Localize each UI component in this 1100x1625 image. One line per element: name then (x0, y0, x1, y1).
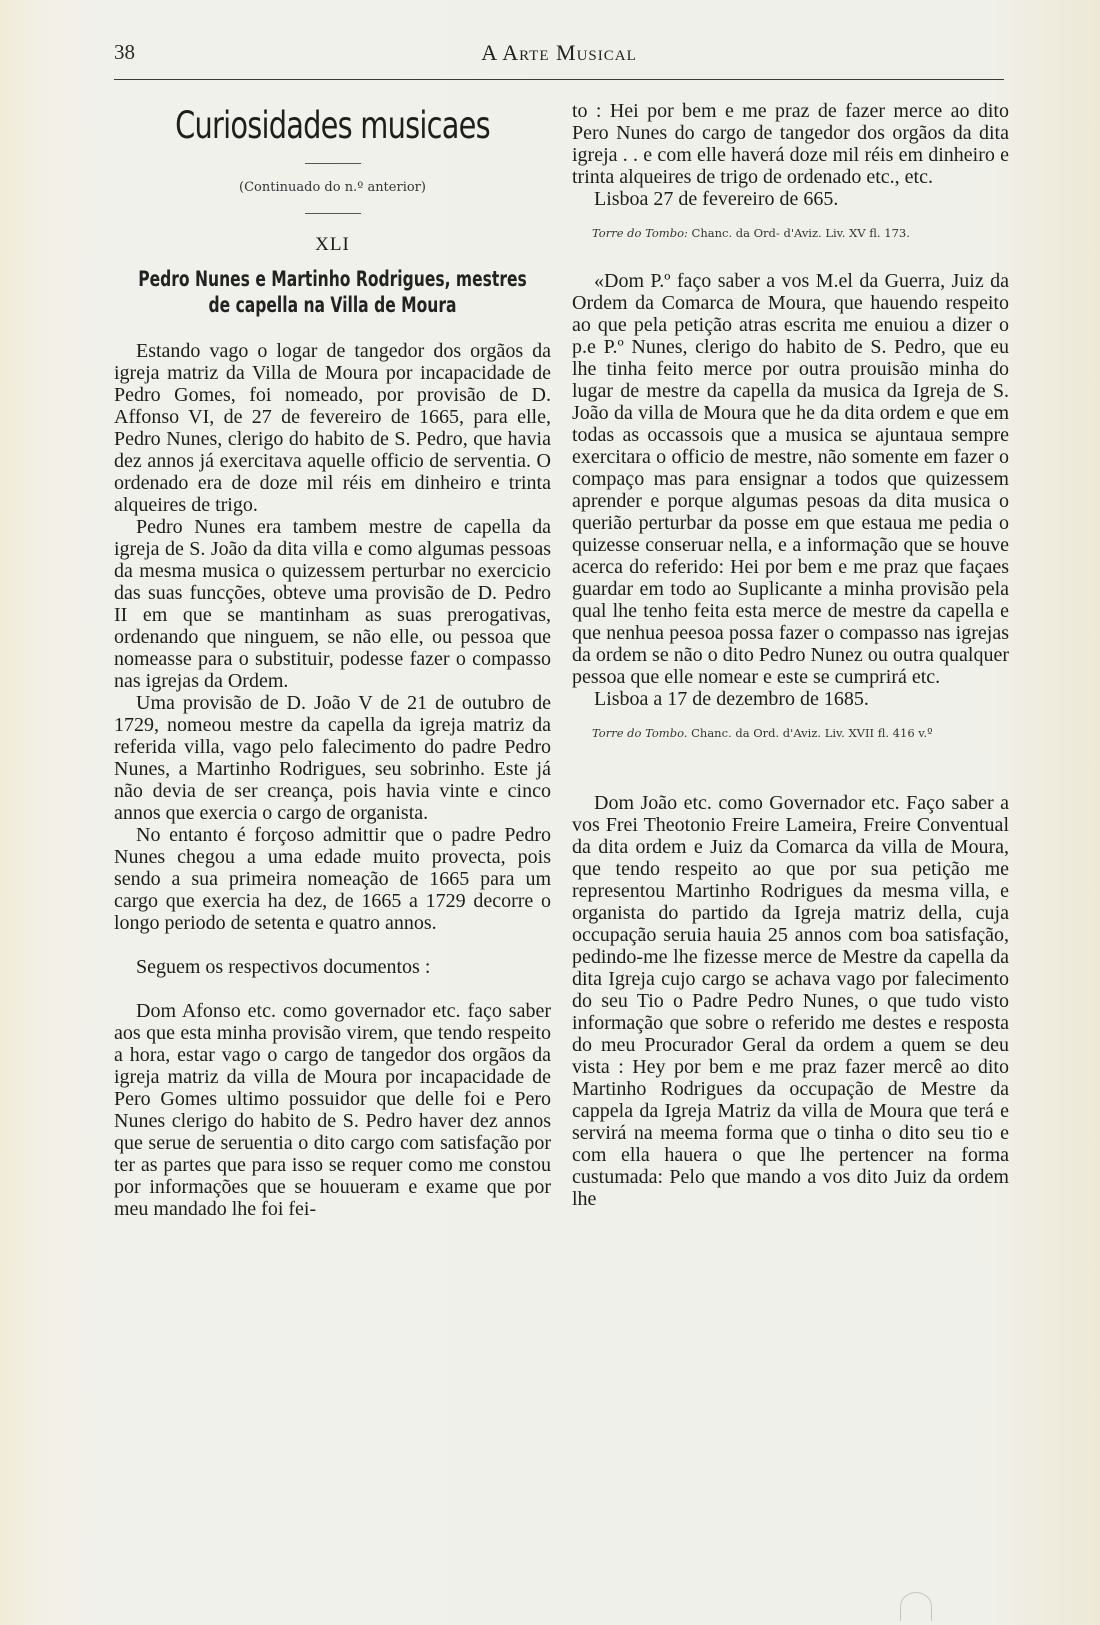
document-1-text-continued: to : Hei por bem e me praz de fazer merce ao dito Pero Nunes do cargo de tangedor dos orgãos da dita igreja . . e com elle haverá doze mil réis em dinheiro e trinta alqueires de trigo de ordenado etc., etc. (572, 100, 1009, 188)
article-title: Curiosidades musicaes (175, 104, 490, 147)
document-1-text: Dom Afonso etc. como governador etc. faço saber aos que esta minha provisão virem, que tendo respeito a hora, estar vago o cargo de tangedor dos orgãos da igreja matriz da villa de Moura por incapacidade de Pero Gomes ultimo possuidor que delle foi e Pero Nunes clerigo do habito de S. Pedro haver dez annos que serue de seruentia o dito cargo com satisfação por ter as partes que para isso se requer como me constou por informações que se houueram e exame que por meu mandado lhe foi fei- (114, 1000, 551, 1220)
divider (305, 163, 361, 164)
right-column (572, 100, 1009, 1210)
page-header (114, 40, 1004, 80)
document-2-source (572, 724, 1009, 742)
document-2-date: Lisboa a 17 de dezembro de 1685. (594, 688, 869, 710)
paper-mark (900, 1592, 932, 1621)
continued-note: (Continuado do n.º anterior) (239, 180, 426, 195)
documents-intro: Seguem os respectivos documentos : (136, 956, 431, 978)
archive-label: Torre do Tombo: (592, 226, 688, 240)
section-number: XLI (315, 234, 350, 255)
paragraph: Estando vago o logar de tangedor dos orgãos da igreja matriz da Villa de Moura por incapacidade de Pedro Gomes, foi nomeado, por provisão de D. Affonso VI, de 27 de fevereiro de 1665, para elle, Pedro Nunes, clerigo do habito de S. Pedro, que havia dez annos já exercitava aquelle officio de serventia. O ordenado era de doze mil réis em dinheiro e trinta alqueires de trigo. (114, 340, 551, 516)
archive-label: Torre do Tombo. (592, 726, 688, 740)
page-number: 38 (114, 40, 135, 64)
document-1-source (572, 224, 1009, 242)
paragraph: Pedro Nunes era tambem mestre de capella da igreja de S. João da dita villa e como algumas pessoas da mesma musica o quizessem perturbar no exercicio das suas funcções, obteve uma provisão de D. Pedro II em que se mantinham as suas prerogativas, ordenando que ninguem, se não elle, ou pessoa que nomeasse para o substituir, podesse fazer o compasso nas igrejas da Ordem. (114, 516, 551, 692)
document-2-text: «Dom P.º faço saber a vos M.el da Guerra, Juiz da Ordem da Comarca de Moura, que hauendo respeito ao que pela petição atras escrita me enuiou a dizer o p.e P.º Nunes, clerigo do habito de S. Pedro, que eu lhe tinha feito merce por outra prouisão minha do lugar de mestre da capella da musica da Igreja de S. João da villa de Moura que he da dita ordem e que em todas as occassois que a musica se ajuntaua sempre exercitara o officio de mestre, não somente em fazer o compaço mas para ensignar a todos que quizessem aprender e porque algumas pesoas da dita musica o querião perturbar da posse em que estaua me pedia o quizesse conseruar nella, e a informação que se houve acerca do referido: Hei por bem e me praz que façaes guardar em todo ao Suplicante a minha provisão pela qual lhe tenho feita esta merce de mestre da capella e que nenhua peesoa possa fazer o compasso nas igrejas da ordem se não o dito Pedro Nunez ou outra qualquer pessoa que elle nomear e este se cumprirá etc. (572, 270, 1009, 688)
running-title: A Arte Musical (481, 40, 637, 65)
document-3-text: Dom João etc. como Governador etc. Faço saber a vos Frei Theotonio Freire Lameira, Freire Conventual da dita ordem e Juiz da Comarca da villa de Moura, que tendo respeito ao que por sua petição me representou Martinho Rodrigues da mesma villa, e organista do partido da Igreja matriz della, cuja occupação seruia hauia 25 annos com boa satisfação, pedindo-me lhe fizesse merce de Mestre da capella da dita Igreja cujo cargo se achava vago por falecimento do seu Tio o Padre Pedro Nunes, o que tudo visto informação que sobre o referido me destes e resposta do meu Procurador Geral da ordem a quem se deu vista : Hey por bem e me praz fazer mercê ao dito Martinho Rodrigues da occupação de Mestre da cappela da Igreja Matriz da villa de Moura que terá e servirá na meema forma que o tinha o dito seu tio e com ella hauera o que lhe pertencer na forma custumada: Pelo que mando a vos dito Juiz da ordem lhe (572, 792, 1009, 1210)
paragraph: Uma provisão de D. João V de 21 de outubro de 1729, nomeou mestre da capella da igreja matriz da referida villa, vago pelo falecimento do padre Pedro Nunes, a Martinho Rodrigues, seu sobrinho. Este já não devia de ser creança, pois havia vinte e cinco annos que exercia o cargo de organista. (114, 692, 551, 824)
document-1-date: Lisboa 27 de fevereiro de 665. (594, 188, 839, 210)
paragraph: No entanto é forçoso admittir que o padre Pedro Nunes chegou a uma edade muito provecta, pois sendo a sua primeira nomeação de 1665 para um cargo que exercia ha dez, de 1665 a 1729 decorre o longo periodo de setenta e quatro annos. (114, 824, 551, 934)
section-heading: Pedro Nunes e Martinho Rodrigues, mestres de capella na Villa de Moura (138, 267, 527, 317)
divider (305, 213, 361, 214)
left-column (114, 100, 551, 1220)
header-rule (114, 79, 1004, 80)
archive-reference: Chanc. da Ord. d'Aviz. Liv. XVII fl. 416 v.º (691, 726, 933, 740)
archive-reference: Chanc. da Ord- d'Aviz. Liv. XV fl. 173. (691, 226, 910, 240)
